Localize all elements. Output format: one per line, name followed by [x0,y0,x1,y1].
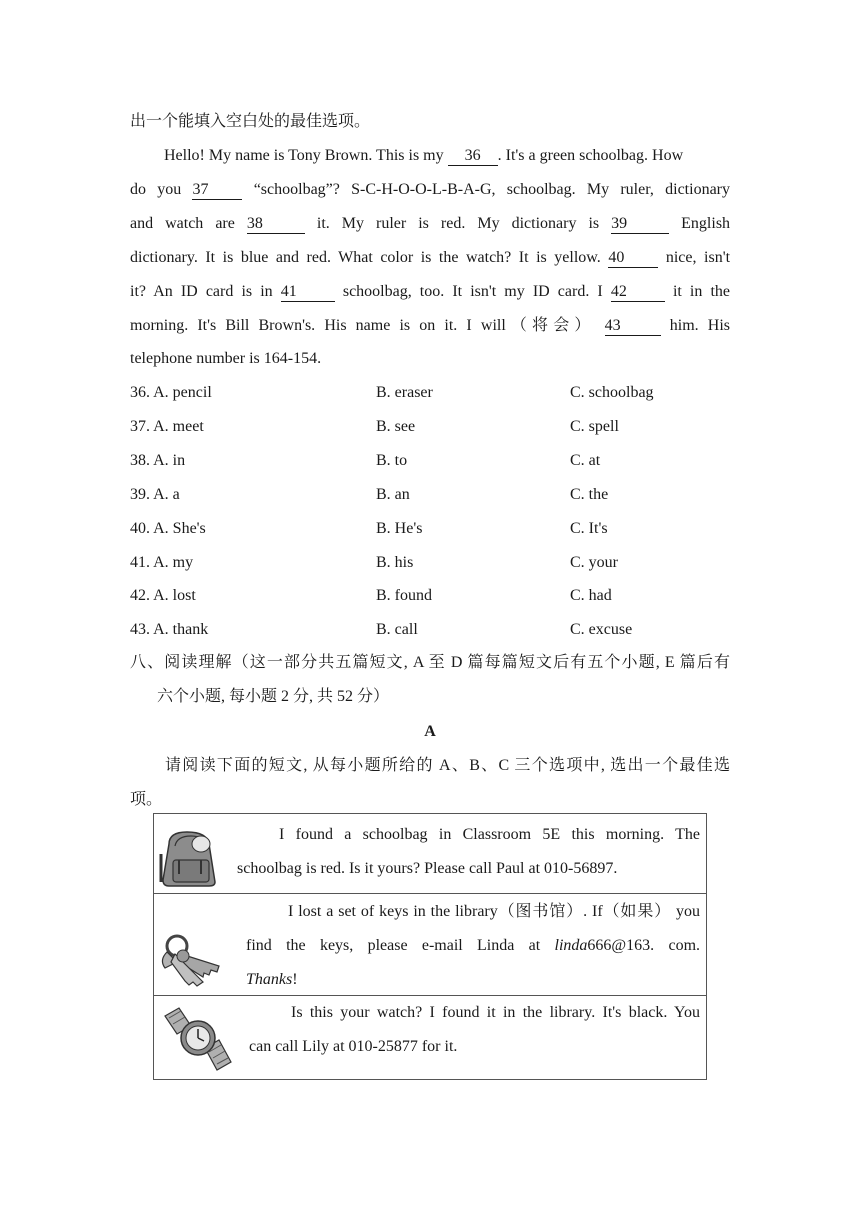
keys-icon [157,928,231,993]
notice-email-name: linda [554,937,588,954]
section-8-heading: 八、阅读理解（这一部分共五篇短文, A 至 D 篇每篇短文后有五个小题, E 篇后有 [130,654,730,671]
cloze-text: him. His [669,317,731,334]
notice-row [154,894,707,996]
part-a-instructions: 请阅读下面的短文, 从每小题所给的 A、B、C 三个选项中, 选出一个最佳选 [165,757,730,774]
cloze-text: it in the [672,283,731,300]
watch-icon [157,1004,237,1081]
notice-cell [154,894,707,996]
notice-line: schoolbag is red. Is it yours? Please call Paul at 010-56897. [237,860,618,877]
option-a: 43. A. thank [130,621,209,638]
blank-36: 36 [448,147,498,166]
option-a: 41. A. my [130,554,194,571]
notice-row [154,996,707,1080]
option-a: 42. A. lost [130,587,196,604]
cloze-text: . It's a green schoolbag. How [497,147,684,164]
option-c: C. excuse [570,621,633,638]
notice-cell [154,996,707,1080]
cloze-text: dictionary. It is blue and red. What color is the watch? It is yellow. [130,249,601,266]
blank-37: 37 [192,181,242,200]
blank-39: 39 [611,215,669,234]
option-a: 36. A. pencil [130,384,212,401]
option-a: 37. A. meet [130,418,204,435]
part-a-title: A [424,723,436,740]
cloze-text: Hello! My name is Tony Brown. This is my [164,147,444,164]
blank-41: 41 [281,283,335,302]
cloze-line-6 [130,315,730,337]
option-a: 39. A. a [130,486,180,503]
schoolbag-icon [157,826,223,893]
option-b: B. to [376,452,408,469]
option-a: 40. A. She's [130,520,206,537]
option-c: C. your [570,554,618,571]
cloze-line-7: telephone number is 164-154. [130,350,322,367]
notice-text [246,895,700,997]
cloze-text: do you [130,181,182,198]
cloze-text: morning. It's Bill Brown's. His name is on it. I will（将会） [130,317,596,334]
blank-42: 42 [611,283,665,302]
notice-line [246,963,700,997]
cloze-text: schoolbag, too. It isn't my ID card. I [342,283,603,300]
notice-text-part: find the keys, please e-mail Linda at [246,937,541,954]
notice-thanks: Thanks [246,971,293,988]
cloze-text: nice, isn't [665,249,731,266]
notice-email-part [555,937,700,954]
option-c: C. at [570,452,601,469]
notice-line: Is this your watch? I found it in the library. It's black. You [291,1004,700,1021]
notice-cell [154,814,707,894]
option-b: B. call [376,621,418,638]
option-b: B. see [376,418,416,435]
notice-line: can call Lily at 010-25877 for it. [249,1038,458,1055]
option-c: C. spell [570,418,619,435]
option-b: B. He's [376,520,423,537]
blank-43: 43 [605,317,661,336]
cloze-text: and watch are [130,215,235,232]
option-c: C. had [570,587,612,604]
notice-text [237,818,700,886]
cloze-line-2 [130,179,730,201]
cloze-line-1 [164,145,683,167]
option-c: C. schoolbag [570,384,654,401]
option-b: B. eraser [376,384,433,401]
blank-40: 40 [608,249,658,268]
option-b: B. his [376,554,414,571]
notice-email-rest: 666@163. com. [587,937,701,954]
notice-line [246,929,700,963]
cloze-text: English [681,215,731,232]
cloze-text: it. My ruler is red. My dictionary is [316,215,600,232]
blank-38: 38 [247,215,305,234]
part-a-instructions-cont: 项。 [130,791,163,808]
cloze-text: “schoolbag”? S-C-H-O-O-L-B-A-G, schoolbag. My ruler, dictionary [253,181,730,198]
cloze-text: it? An ID card is in [130,283,273,300]
notice-row [154,814,707,894]
option-a: 38. A. in [130,452,186,469]
option-b: B. found [376,587,432,604]
cloze-line-4 [130,247,730,269]
option-b: B. an [376,486,410,503]
notice-text [249,996,700,1064]
notice-line: I found a schoolbag in Classroom 5E this morning. The [279,826,700,843]
notice-exclaim: ! [292,971,298,988]
option-c: C. the [570,486,609,503]
notice-line: I lost a set of keys in the library（图书馆）. If（如果） you [288,903,700,920]
cloze-line-5 [130,281,730,303]
header-line: 出一个能填入空白处的最佳选项。 [130,113,371,130]
option-c: C. It's [570,520,608,537]
notices-table [153,813,707,1080]
cloze-line-3 [130,213,730,235]
section-8-heading-cont: 六个小题, 每小题 2 分, 共 52 分） [157,688,390,705]
